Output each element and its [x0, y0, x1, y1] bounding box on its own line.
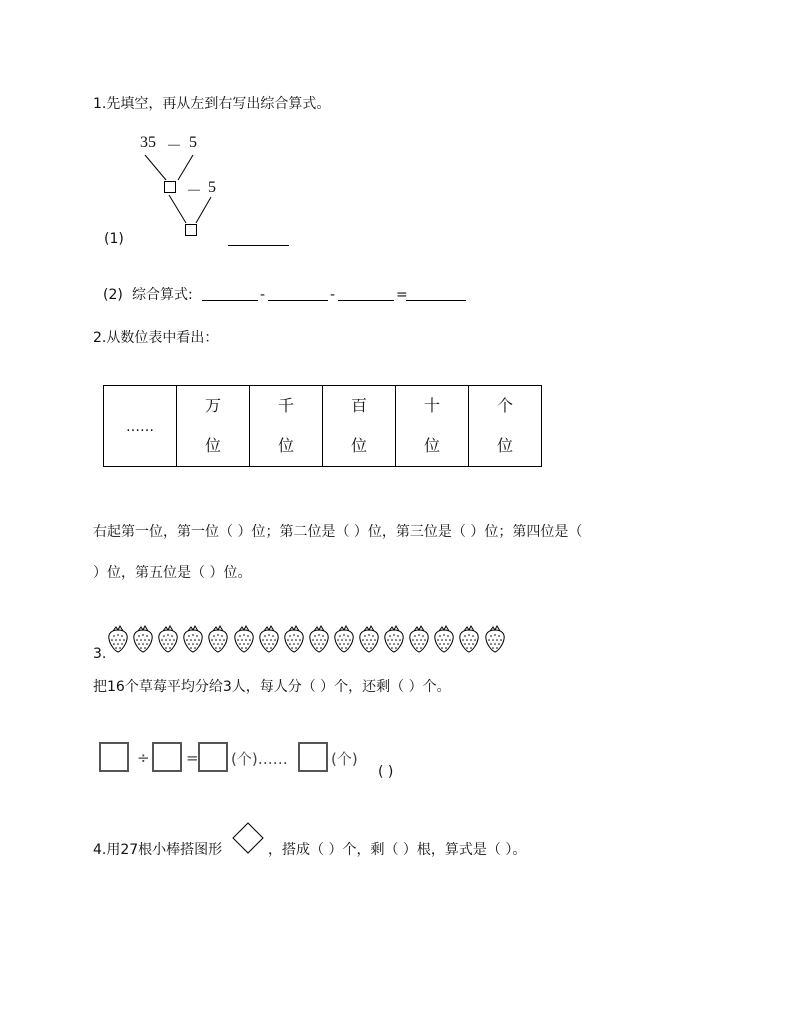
strawberry-icon [358, 625, 380, 653]
q3-text: 把16个草莓平均分给3人，每人分（ ）个，还剩（ ）个。 [93, 679, 451, 695]
q1-mid-minus: － [186, 183, 203, 200]
q3-remainder-box[interactable] [298, 742, 328, 772]
strawberry-icon [408, 625, 430, 653]
strawberry-icon [107, 625, 129, 653]
q3-eq-sign: = [186, 749, 199, 767]
place-bottom: 位 [496, 436, 513, 455]
place-bottom: 位 [350, 436, 367, 455]
q1-mid-answer-box[interactable] [164, 181, 176, 193]
place-cell-tens [396, 386, 469, 467]
q3-divisor-box[interactable] [152, 742, 182, 772]
q3-dividend-box[interactable] [99, 742, 129, 772]
q1-top-left-number: 35 [140, 134, 156, 151]
strawberry-icon [484, 625, 506, 653]
place-cell-thousands [250, 386, 323, 467]
place-cell-hundreds [323, 386, 396, 467]
strawberry-icon [308, 625, 330, 653]
strawberry-icon [132, 625, 154, 653]
q1-op-1: - [260, 287, 266, 303]
strawberry-icon [283, 625, 305, 653]
place-top: 千 [277, 396, 294, 415]
strawberry-icon [207, 625, 229, 653]
strawberry-icon [433, 625, 455, 653]
place-bottom: 位 [423, 436, 440, 455]
strawberry-icon [383, 625, 405, 653]
q3-unit-2: (个) [331, 750, 358, 768]
place-top: 万 [204, 396, 221, 415]
strawberry-icon [458, 625, 480, 653]
q2-title: 2.从数位表中看出： [93, 330, 219, 346]
q1-part2-text: 综合算式: [132, 287, 193, 303]
place-value-table [103, 385, 542, 467]
q1-expr-blank-2[interactable] [268, 300, 328, 301]
place-top: 十 [423, 396, 440, 415]
q1-top-right-number: 5 [189, 134, 197, 151]
q2-line-1: 右起第一位，第一位（ ）位；第二位是（ ）位，第三位是（ ）位；第四位是（ [93, 524, 583, 540]
place-cell-ones [469, 386, 542, 467]
q1-title: 1.先填空，再从左到右写出综合算式。 [93, 96, 331, 112]
strawberry-icon [258, 625, 280, 653]
q1-bottom-answer-box[interactable] [185, 224, 197, 236]
q3-paren: ( ) [378, 764, 394, 780]
q3-div-sign: ÷ [137, 749, 150, 767]
place-top: 个 [496, 396, 513, 415]
q1-expr-result-blank[interactable] [406, 300, 466, 301]
q1-top-minus: － [166, 138, 183, 155]
q3-quotient-box[interactable] [198, 742, 228, 772]
q1-op-2: - [330, 287, 336, 303]
q4-suffix: ，搭成（ ）个，剩（ ）根，算式是（ ）。 [268, 842, 527, 858]
q4-prefix: 4.用27根小棒搭图形 [93, 842, 223, 858]
q1-part1-answer-line[interactable] [228, 245, 289, 246]
q3-unit-1: (个)…… [231, 750, 288, 768]
q1-expr-blank-1[interactable] [202, 300, 258, 301]
q1-mid-right-number: 5 [208, 179, 216, 196]
place-cell-more-label: …… [126, 418, 154, 435]
strawberry-icon [333, 625, 355, 653]
place-bottom: 位 [204, 436, 221, 455]
q3-number-label: 3. [93, 646, 107, 662]
strawberry-icon [233, 625, 255, 653]
q1-part2-label: (2) [103, 287, 123, 303]
place-cell-more [104, 386, 177, 467]
q1-part1-label: (1) [104, 231, 124, 247]
strawberry-icon [157, 625, 179, 653]
place-bottom: 位 [277, 436, 294, 455]
diamond-shape-icon [232, 822, 264, 854]
q1-expr-blank-3[interactable] [338, 300, 394, 301]
q2-line-2: ）位，第五位是（ ）位。 [93, 565, 252, 581]
place-cell-ten-thousands [177, 386, 250, 467]
place-top: 百 [350, 396, 367, 415]
q1-op-3: = [396, 287, 408, 303]
strawberry-icon [182, 625, 204, 653]
